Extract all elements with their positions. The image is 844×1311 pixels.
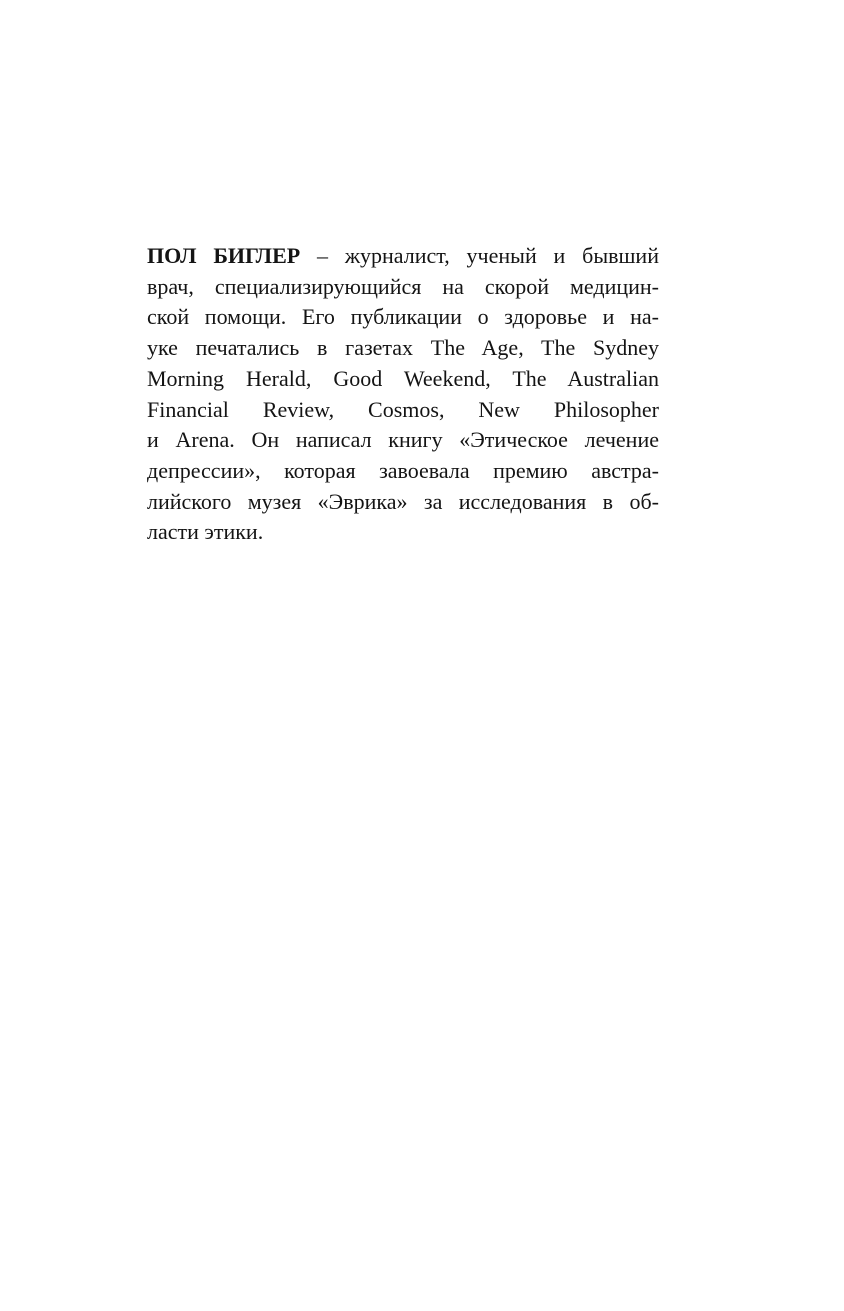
bio-line-3: ской помощи. Его публикации о здоровье и на- [147, 304, 659, 330]
bio-line-1 [147, 241, 659, 272]
bio-line-4: уке печатались в газетах The Age, The Sydney [147, 335, 659, 361]
bio-line-1-text: – журналист, ученый и бывший [300, 243, 659, 268]
bio-line-7: и Arena. Он написал книгу «Этическое лечение [147, 427, 659, 453]
bio-line-10: ласти этики. [147, 519, 264, 545]
bio-line-6: Financial Review, Cosmos, New Philosopher [147, 396, 659, 422]
author-name: ПОЛ БИГЛЕР [147, 243, 301, 268]
bio-line-5: Morning Herald, Good Weekend, The Australian [147, 365, 659, 391]
bio-line-2: врач, специализирующийся на скорой медицин- [147, 273, 659, 299]
author-bio-paragraph [147, 241, 659, 548]
bio-line-9: лийского музея «Эврика» за исследования в об- [147, 488, 659, 514]
bio-line-8: депрессии», которая завоевала премию австра- [147, 457, 659, 483]
